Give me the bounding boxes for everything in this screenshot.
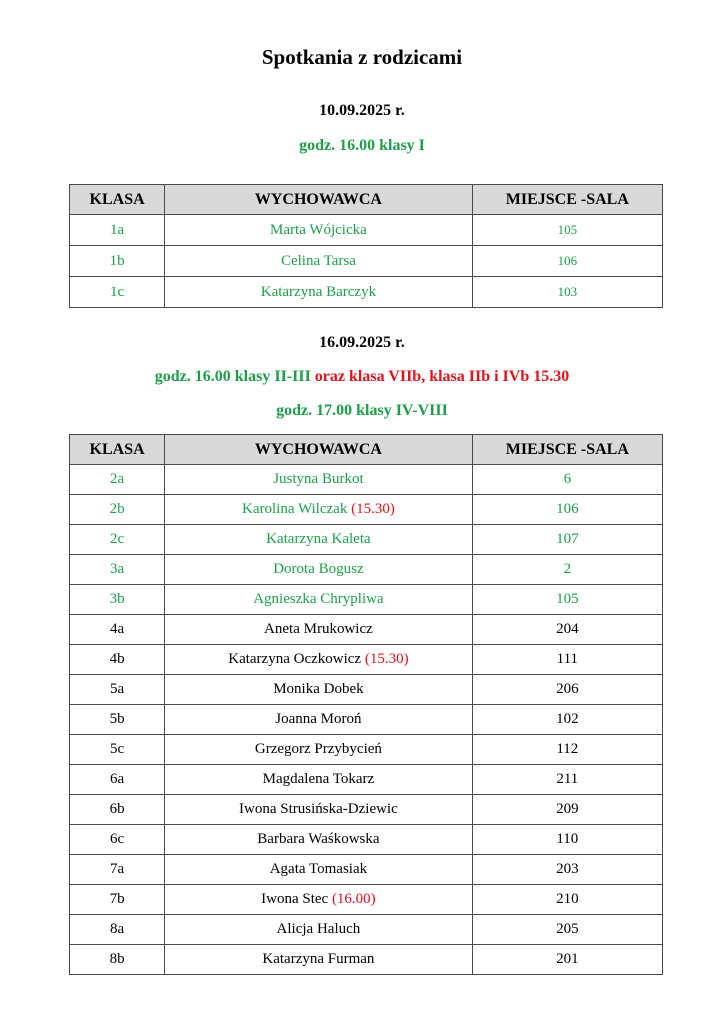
table-row bbox=[70, 885, 663, 915]
table-header-row bbox=[70, 435, 663, 465]
teacher-name: Joanna Moroń bbox=[275, 711, 362, 727]
cell-wychowawca bbox=[165, 855, 473, 885]
cell-klasa: 3a bbox=[70, 555, 165, 585]
cell-wychowawca: Marta Wójcicka bbox=[165, 215, 473, 246]
cell-wychowawca bbox=[165, 825, 473, 855]
cell-sala: 204 bbox=[472, 615, 662, 645]
teacher-time-note: (16.00) bbox=[328, 891, 376, 907]
cell-sala: 110 bbox=[472, 825, 662, 855]
cell-klasa: 2a bbox=[70, 465, 165, 495]
teacher-name: Barbara Waśkowska bbox=[257, 831, 380, 847]
cell-wychowawca: Celina Tarsa bbox=[165, 246, 473, 277]
teacher-name: Katarzyna Kaleta bbox=[266, 531, 371, 547]
schedule-table-1 bbox=[69, 184, 663, 308]
cell-klasa: 7b bbox=[70, 885, 165, 915]
cell-wychowawca bbox=[165, 795, 473, 825]
cell-sala: 107 bbox=[472, 525, 662, 555]
header-sala: MIEJSCE -SALA bbox=[472, 185, 662, 215]
cell-wychowawca bbox=[165, 495, 473, 525]
cell-wychowawca bbox=[165, 465, 473, 495]
table-row bbox=[70, 945, 663, 975]
schedule-table-2 bbox=[69, 434, 663, 975]
cell-sala: 211 bbox=[472, 765, 662, 795]
cell-sala: 102 bbox=[472, 705, 662, 735]
teacher-name: Agnieszka Chrypliwa bbox=[253, 591, 384, 607]
table-row bbox=[70, 615, 663, 645]
teacher-name: Katarzyna Oczkowicz bbox=[228, 651, 362, 667]
date-heading-1: 10.09.2025 r. bbox=[319, 102, 405, 119]
teacher-name: Aneta Mrukowicz bbox=[264, 621, 373, 637]
cell-wychowawca bbox=[165, 675, 473, 705]
header-wychowawca: WYCHOWAWCA bbox=[165, 185, 473, 215]
table-row bbox=[70, 525, 663, 555]
teacher-name: Iwona Stec bbox=[261, 891, 329, 907]
table-row bbox=[70, 246, 663, 277]
table-row bbox=[70, 215, 663, 246]
cell-klasa: 2c bbox=[70, 525, 165, 555]
teacher-name: Agata Tomasiak bbox=[269, 861, 368, 877]
cell-sala: 105 bbox=[472, 215, 662, 246]
teacher-time-note: (15.30) bbox=[361, 651, 409, 667]
header-wychowawca: WYCHOWAWCA bbox=[165, 435, 473, 465]
teacher-name: Magdalena Tokarz bbox=[262, 771, 375, 787]
time-line-2-red: oraz klasa VIIb, klasa IIb i IVb 15.30 bbox=[310, 368, 570, 385]
cell-klasa: 8a bbox=[70, 915, 165, 945]
cell-klasa: 1c bbox=[70, 277, 165, 308]
cell-klasa: 4b bbox=[70, 645, 165, 675]
table-header-row bbox=[70, 185, 663, 215]
cell-sala: 103 bbox=[472, 277, 662, 308]
table-row bbox=[70, 825, 663, 855]
cell-sala: 106 bbox=[472, 246, 662, 277]
time-line-1: godz. 16.00 klasy I bbox=[299, 137, 425, 154]
cell-wychowawca: Katarzyna Barczyk bbox=[165, 277, 473, 308]
cell-sala: 209 bbox=[472, 795, 662, 825]
cell-wychowawca bbox=[165, 945, 473, 975]
header-klasa: KLASA bbox=[70, 435, 165, 465]
cell-klasa: 6b bbox=[70, 795, 165, 825]
cell-sala: 112 bbox=[472, 735, 662, 765]
cell-sala: 105 bbox=[472, 585, 662, 615]
cell-wychowawca bbox=[165, 525, 473, 555]
cell-sala: 203 bbox=[472, 855, 662, 885]
cell-klasa: 3b bbox=[70, 585, 165, 615]
cell-wychowawca bbox=[165, 705, 473, 735]
teacher-name: Grzegorz Przybycień bbox=[254, 741, 382, 757]
table-row bbox=[70, 735, 663, 765]
table-row bbox=[70, 705, 663, 735]
table-row bbox=[70, 855, 663, 885]
cell-wychowawca bbox=[165, 885, 473, 915]
teacher-name: Katarzyna Furman bbox=[262, 951, 375, 967]
time-line-3: godz. 17.00 klasy IV-VIII bbox=[276, 402, 448, 419]
header-sala: MIEJSCE -SALA bbox=[472, 435, 662, 465]
cell-klasa: 7a bbox=[70, 855, 165, 885]
date-heading-2: 16.09.2025 r. bbox=[319, 334, 405, 351]
cell-sala: 2 bbox=[472, 555, 662, 585]
cell-wychowawca bbox=[165, 915, 473, 945]
cell-klasa: 6a bbox=[70, 765, 165, 795]
teacher-name: Justyna Burkot bbox=[273, 471, 364, 487]
time-line-2 bbox=[0, 368, 724, 386]
cell-klasa: 5c bbox=[70, 735, 165, 765]
table-row bbox=[70, 765, 663, 795]
header-klasa: KLASA bbox=[70, 185, 165, 215]
teacher-time-note: (15.30) bbox=[347, 501, 395, 517]
cell-sala: 205 bbox=[472, 915, 662, 945]
table-row bbox=[70, 675, 663, 705]
teacher-name: Iwona Strusińska-Dziewic bbox=[239, 801, 398, 817]
teacher-name: Monika Dobek bbox=[273, 681, 364, 697]
table-row bbox=[70, 645, 663, 675]
cell-wychowawca bbox=[165, 765, 473, 795]
cell-sala: 210 bbox=[472, 885, 662, 915]
cell-sala: 106 bbox=[472, 495, 662, 525]
time-line-2-green: godz. 16.00 klasy II-III bbox=[154, 368, 311, 385]
cell-sala: 111 bbox=[472, 645, 662, 675]
cell-klasa: 2b bbox=[70, 495, 165, 525]
cell-wychowawca bbox=[165, 645, 473, 675]
table-row bbox=[70, 495, 663, 525]
cell-sala: 6 bbox=[472, 465, 662, 495]
cell-klasa: 4a bbox=[70, 615, 165, 645]
teacher-name: Dorota Bogusz bbox=[273, 561, 364, 577]
teacher-name: Alicja Haluch bbox=[276, 921, 361, 937]
table-row bbox=[70, 277, 663, 308]
cell-klasa: 1b bbox=[70, 246, 165, 277]
cell-sala: 201 bbox=[472, 945, 662, 975]
table-row bbox=[70, 795, 663, 825]
cell-klasa: 5a bbox=[70, 675, 165, 705]
cell-klasa: 1a bbox=[70, 215, 165, 246]
table-row bbox=[70, 915, 663, 945]
cell-klasa: 6c bbox=[70, 825, 165, 855]
table-row bbox=[70, 465, 663, 495]
cell-wychowawca bbox=[165, 735, 473, 765]
cell-klasa: 8b bbox=[70, 945, 165, 975]
cell-wychowawca bbox=[165, 615, 473, 645]
cell-sala: 206 bbox=[472, 675, 662, 705]
teacher-name: Karolina Wilczak bbox=[242, 501, 348, 517]
cell-klasa: 5b bbox=[70, 705, 165, 735]
cell-wychowawca bbox=[165, 555, 473, 585]
table-row bbox=[70, 555, 663, 585]
table-row bbox=[70, 585, 663, 615]
cell-wychowawca bbox=[165, 585, 473, 615]
page-title: Spotkania z rodzicami bbox=[261, 45, 463, 69]
